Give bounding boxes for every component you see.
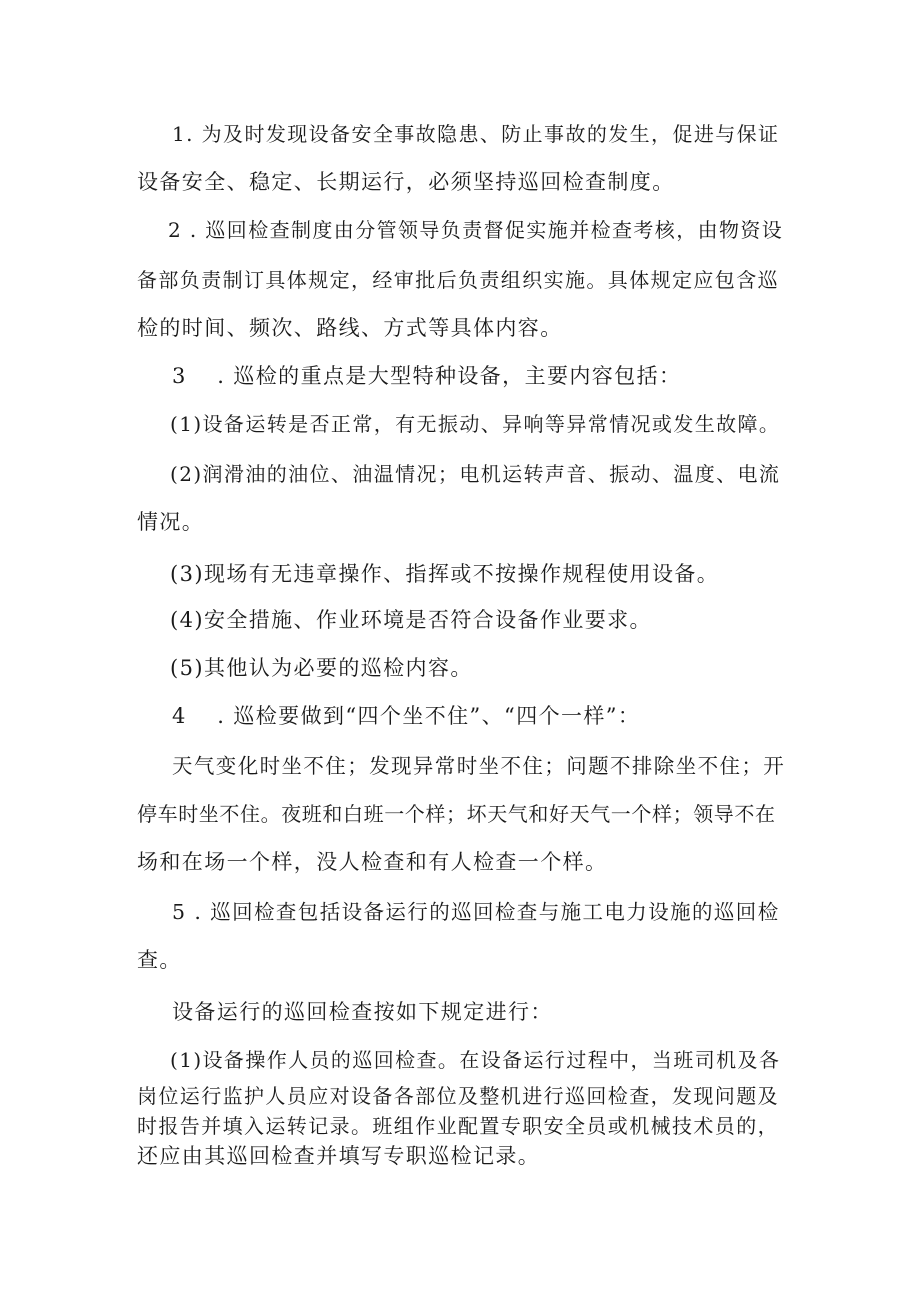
item-5: (5)其他认为必要的巡检内容。: [170, 656, 473, 680]
operator-inspection-line-2: 岗位运行监护人员应对设备各部位及整机进行巡回检查，发现问题及: [137, 1084, 779, 1108]
paragraph-2-line-3: 检的时间、频次、路线、方式等具体内容。: [137, 316, 563, 340]
item-2-line-1: (2)润滑油的油位、油温情况；电机运转声音、振动、温度、电流: [170, 462, 781, 486]
paragraph-2-line-2: 备部负责制订具体规定，经审批后负责组织实施。具体规定应包含巡: [137, 268, 779, 292]
paragraph-4-line-3: 场和在场一个样，没人检查和有人检查一个样。: [137, 850, 608, 874]
paragraph-4-line-2: 停车时坐不住。夜班和白班一个样；坏天气和好天气一个样；领导不在: [137, 802, 776, 826]
operator-inspection-line-1: (1)设备操作人员的巡回检查。在设备运行过程中，当班司机及各: [170, 1048, 781, 1072]
item-3: (3)现场有无违章操作、指挥或不按操作规程使用设备。: [170, 562, 720, 586]
paragraph-5-line-1: 5 . 巡回检查包括设备运行的巡回检查与施工电力设施的巡回检: [172, 900, 780, 924]
paragraph-1-line-2: 设备安全、稳定、长期运行，必须坚持巡回检查制度。: [137, 170, 675, 194]
paragraph-2-line-1: 2 . 巡回检查制度由分管领导负责督促实施并检查考核，由物资设: [168, 218, 784, 242]
section-intro: 设备运行的巡回检查按如下规定进行：: [172, 1000, 553, 1024]
operator-inspection-line-4: 还应由其巡回检查并填写专职巡检记录。: [137, 1144, 541, 1168]
operator-inspection-line-3: 时报告并填入运转记录。班组作业配置专职安全员或机械技术员的，: [137, 1114, 779, 1138]
paragraph-5-line-2: 查。: [137, 948, 182, 972]
item-1: (1)设备运转是否正常，有无振动、异响等异常情况或发生故障。: [170, 412, 781, 436]
paragraph-4-line-1: 天气变化时坐不住；发现异常时坐不住；问题不排除坐不住；开: [172, 754, 786, 778]
paragraph-3-heading: 3 . 巡检的重点是大型特种设备，主要内容包括：: [172, 364, 682, 388]
paragraph-1-line-1: 1. 为及时发现设备安全事故隐患、防止事故的发生，促进与保证: [172, 122, 780, 146]
paragraph-4-heading: 4 . 巡检要做到“四个坐不住”、“四个一样”：: [172, 704, 641, 728]
item-4: (4)安全措施、作业环境是否符合设备作业要求。: [170, 608, 652, 632]
item-2-line-2: 情况。: [137, 510, 205, 534]
